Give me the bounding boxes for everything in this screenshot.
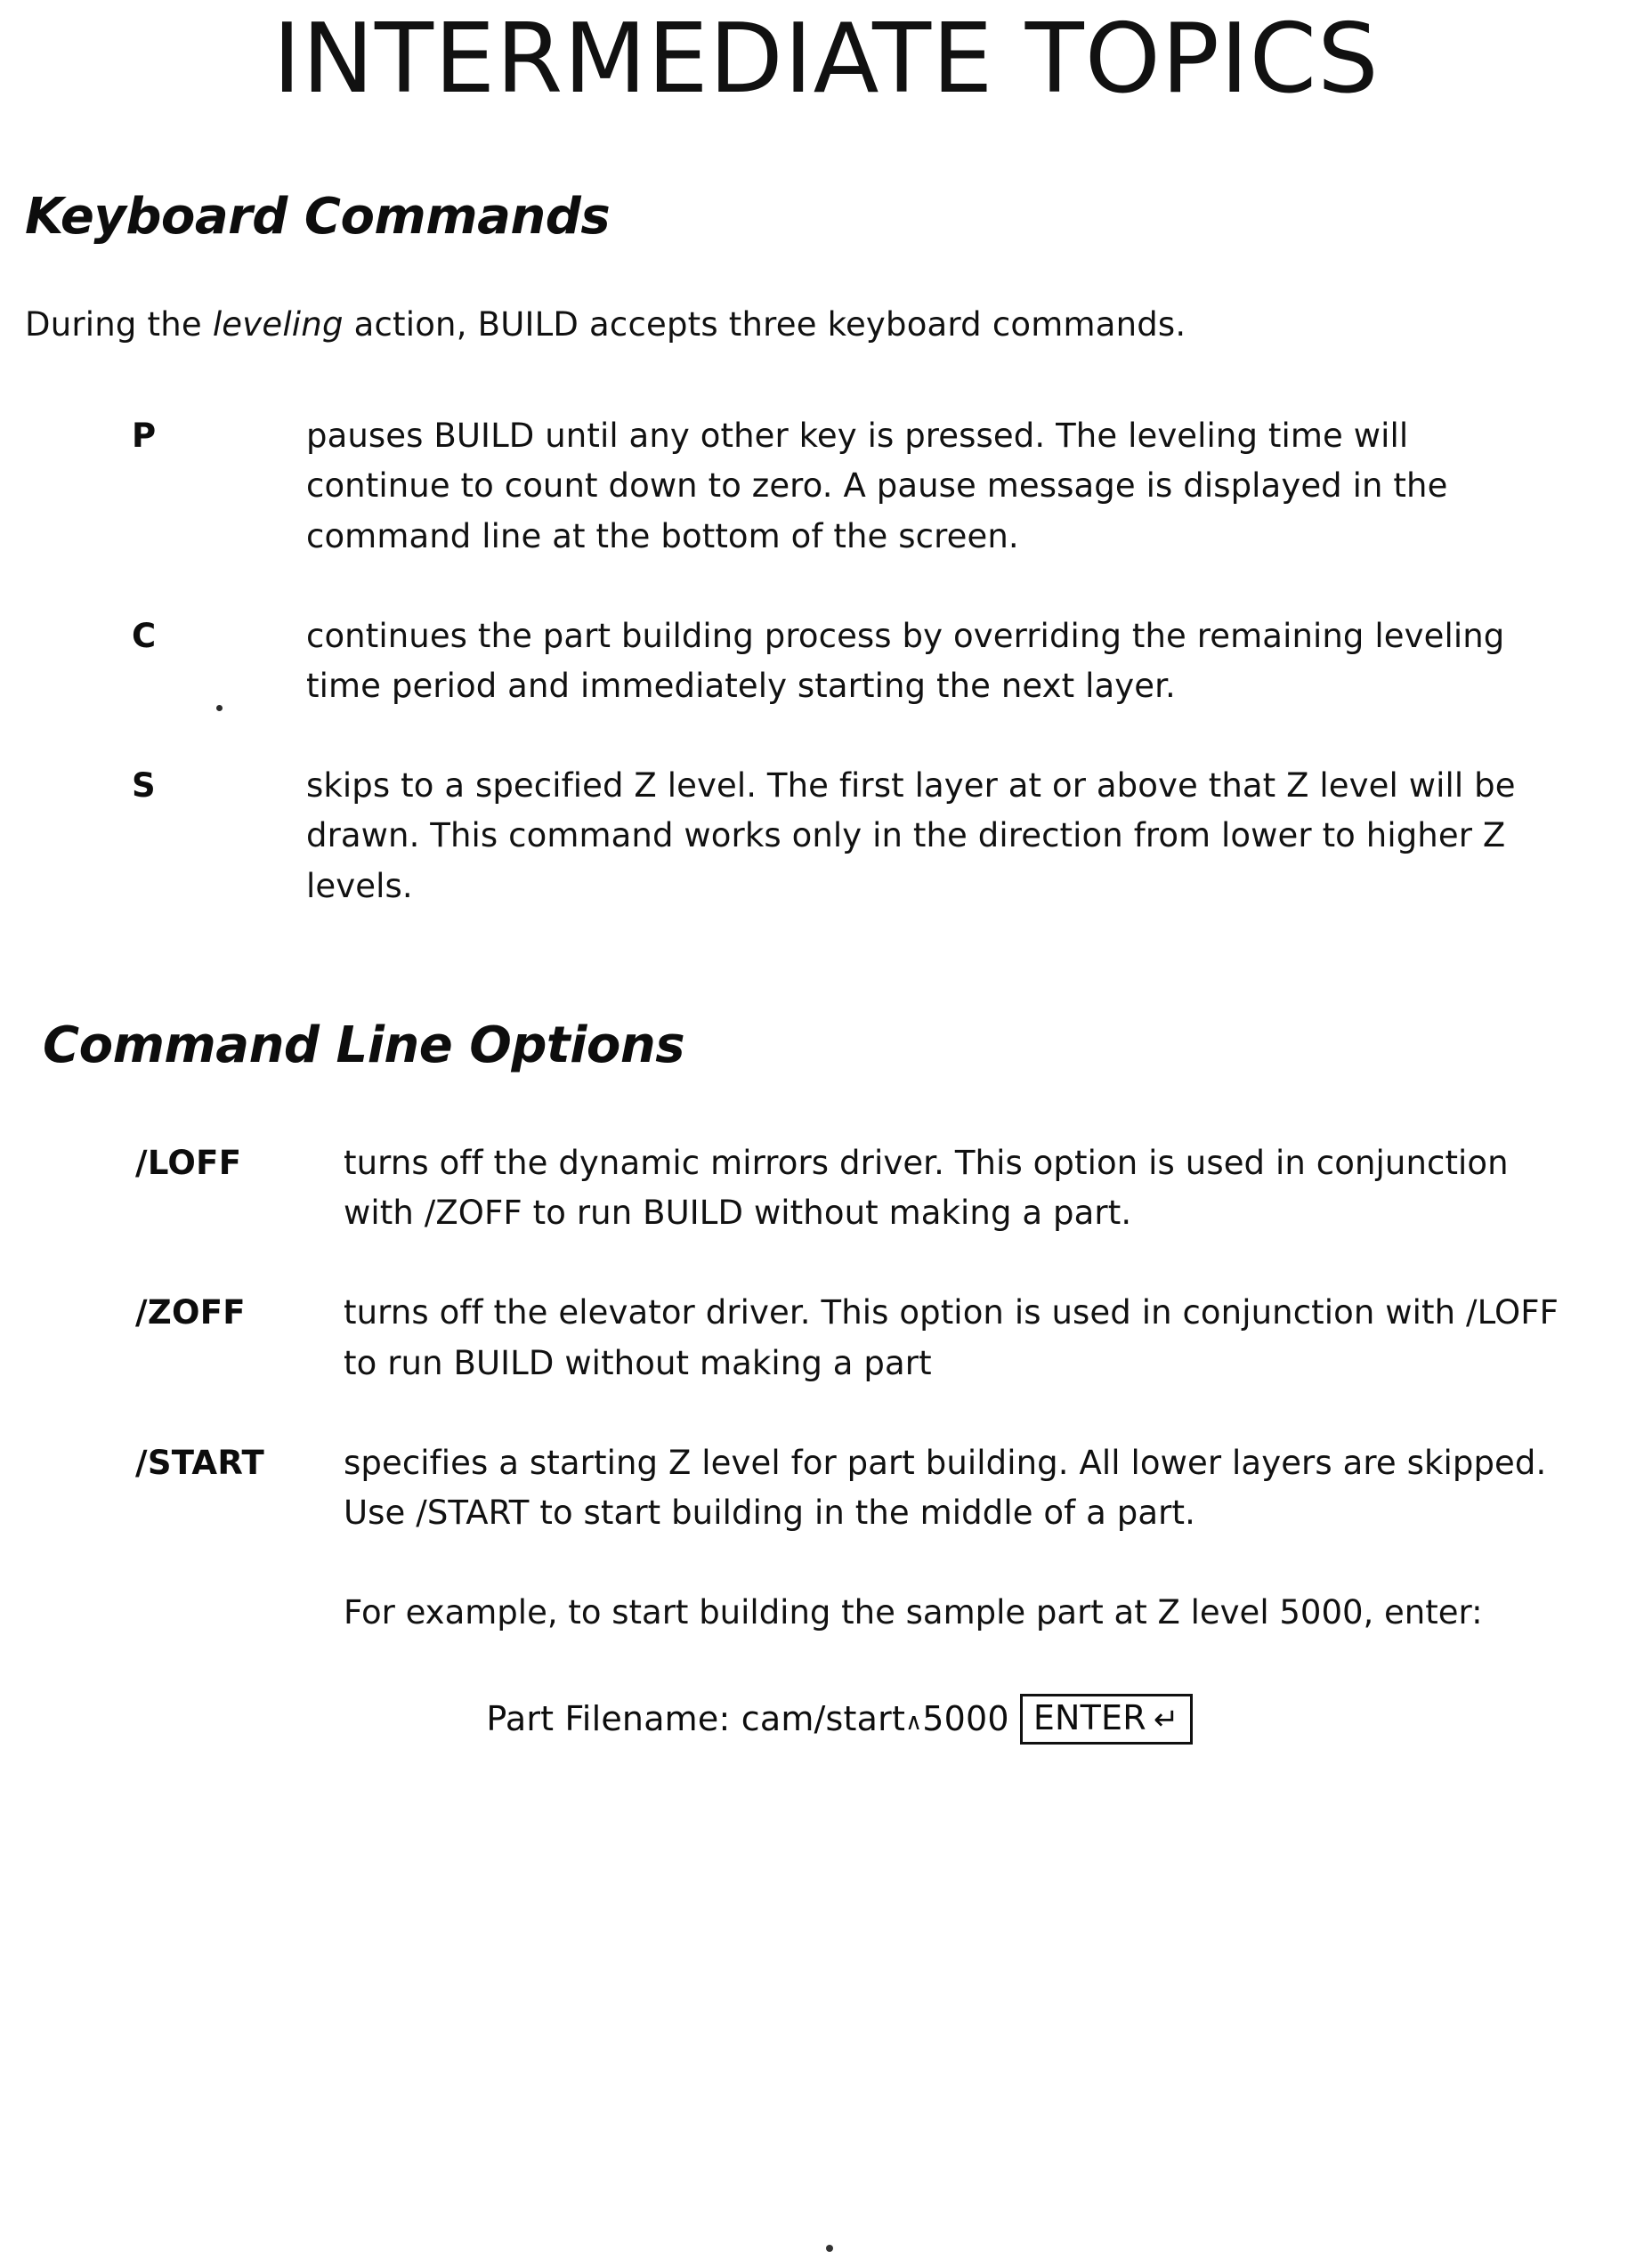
document-page xyxy=(0,4,1652,2259)
list-item xyxy=(0,611,1652,711)
command-term: S xyxy=(132,766,156,806)
command-line-options-list xyxy=(0,1138,1652,1538)
scan-artifact-dot-bottom xyxy=(826,2245,833,2252)
enter-key-button[interactable] xyxy=(1020,1694,1193,1745)
option-description: specifies a starting Z level for part building. All lower layers are skipped. Use /START to start building in the middle of a part. xyxy=(344,1443,1547,1533)
intro-text-after: action, BUILD accepts three keyboard commands. xyxy=(343,305,1186,344)
list-item xyxy=(0,1288,1652,1388)
option-term: /LOFF xyxy=(135,1143,242,1182)
example-paragraph: For example, to start building the sample part at Z level 5000, enter: xyxy=(344,1593,1483,1632)
scan-artifact-dot xyxy=(216,705,223,711)
option-term: /START xyxy=(135,1443,265,1482)
intro-text-italic: leveling xyxy=(212,305,344,344)
z-level-value: 5000 xyxy=(922,1699,1009,1739)
intro-text-before: During the xyxy=(25,305,213,344)
enter-key-label: ENTER xyxy=(1032,1697,1146,1737)
keyboard-commands-list xyxy=(0,411,1652,911)
command-term: P xyxy=(132,417,157,456)
part-filename-prompt: Part Filename: cam/start xyxy=(486,1699,906,1739)
command-description: continues the part building process by overriding the remaining leveling time period and immediately starting the next layer. xyxy=(306,616,1505,705)
command-description: skips to a specified Z level. The first layer at or above that Z level will be drawn. This command works only in the direction from lower to higher Z levels. xyxy=(306,766,1516,905)
keyboard-commands-intro xyxy=(25,301,1652,349)
option-description: turns off the dynamic mirrors driver. This option is used in conjunction with /ZOFF to run BUILD without making a part. xyxy=(344,1143,1509,1233)
command-description: pauses BUILD until any other key is pressed. The leveling time will continue to count down to zero. A pause message is displayed in the command line at the bottom of the screen. xyxy=(306,417,1448,555)
caret-icon: ∧ xyxy=(905,1709,923,1737)
option-description: turns off the elevator driver. This option is used in conjunction with /LOFF to run BUILD without making a part xyxy=(344,1293,1559,1382)
command-term: C xyxy=(132,616,157,655)
list-item xyxy=(0,1138,1652,1238)
option-term: /ZOFF xyxy=(135,1293,246,1332)
example-command-line xyxy=(0,1694,1652,1745)
page-title: INTERMEDIATE TOPICS xyxy=(272,4,1380,115)
list-item xyxy=(0,1438,1652,1538)
list-item xyxy=(0,411,1652,562)
list-item xyxy=(0,761,1652,911)
section-heading-keyboard-commands: Keyboard Commands xyxy=(25,188,611,247)
section-heading-command-line-options: Command Line Options xyxy=(43,1016,685,1074)
enter-arrow-icon: ↵ xyxy=(1153,1702,1179,1738)
